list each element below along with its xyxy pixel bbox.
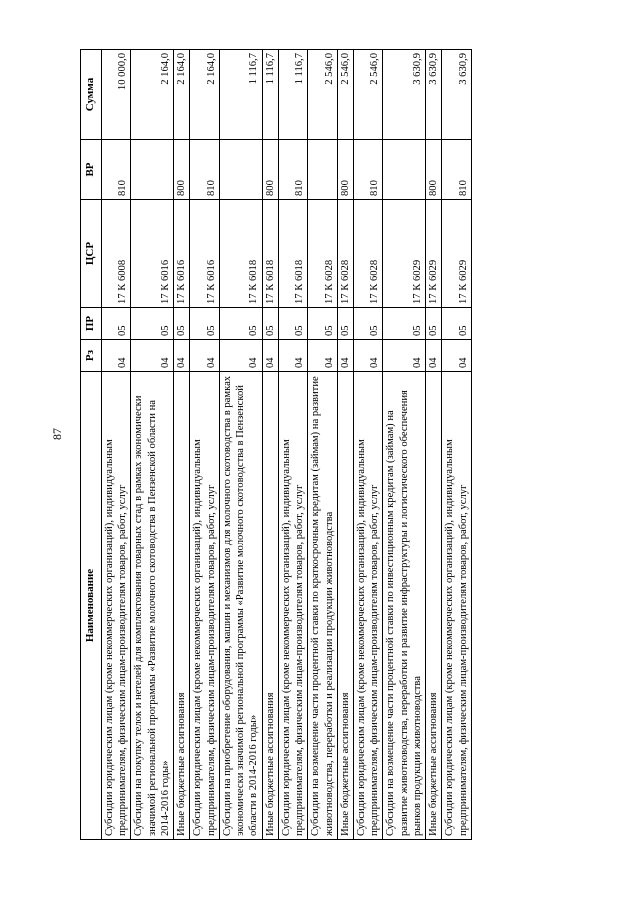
- header-csr: ЦСР: [81, 200, 102, 308]
- cell-vr: [308, 140, 337, 200]
- cell-rz: 04: [190, 340, 219, 372]
- table-row: [442, 50, 471, 840]
- cell-name: Субсидии на приобретение оборудования, машин и механизмов для молочного скотоводства в рамках экономически значимой региональной программы «Развитие молочного скотоводства в Пензенской области в 2014-2016 годы»: [219, 372, 262, 840]
- cell-csr: 17 К 6018: [262, 200, 278, 308]
- cell-sum: 1 116,7: [262, 50, 278, 140]
- header-sum: Сумма: [81, 50, 102, 140]
- cell-csr: 17 К 6028: [337, 200, 353, 308]
- cell-sum: 1 116,7: [219, 50, 262, 140]
- cell-name: Субсидии юридическим лицам (кроме некоммерческих организаций), индивидуальным предпринимателям, физическим лицам-производителям товаров, работ, услуг: [102, 372, 131, 840]
- cell-pr: 05: [426, 308, 442, 340]
- table-row: [426, 50, 442, 840]
- table-row: [278, 50, 307, 840]
- cell-sum: 2 546,0: [308, 50, 337, 140]
- cell-csr: 17 К 6028: [308, 200, 337, 308]
- table-row: [262, 50, 278, 840]
- table-row: [337, 50, 353, 840]
- cell-rz: 04: [337, 340, 353, 372]
- cell-sum: 2 546,0: [353, 50, 382, 140]
- header-pr: ПР: [81, 308, 102, 340]
- cell-pr: 05: [442, 308, 471, 340]
- cell-name: Субсидии на возмещение части процентной ставки по краткосрочным кредитам (займам) на развитие животноводства, переработки и реализации продукции животноводства: [308, 372, 337, 840]
- table-row: [131, 50, 174, 840]
- cell-csr: 17 К 6016: [174, 200, 190, 308]
- cell-rz: 04: [383, 340, 426, 372]
- cell-csr: 17 К 6029: [426, 200, 442, 308]
- cell-pr: 05: [174, 308, 190, 340]
- cell-sum: 2 164,0: [190, 50, 219, 140]
- cell-vr: 810: [353, 140, 382, 200]
- cell-csr: 17 К 6028: [353, 200, 382, 308]
- cell-vr: 800: [262, 140, 278, 200]
- table-row: [102, 50, 131, 840]
- cell-vr: 810: [442, 140, 471, 200]
- cell-sum: 2 164,0: [131, 50, 174, 140]
- cell-pr: 05: [383, 308, 426, 340]
- cell-rz: 04: [262, 340, 278, 372]
- cell-pr: 05: [278, 308, 307, 340]
- cell-name: Субсидии юридическим лицам (кроме некоммерческих организаций), индивидуальным предпринимателям, физическим лицам-производителям товаров, работ, услуг: [278, 372, 307, 840]
- table-row: [190, 50, 219, 840]
- cell-name: Иные бюджетные ассигнования: [174, 372, 190, 840]
- cell-name: Иные бюджетные ассигнования: [262, 372, 278, 840]
- header-vr: ВР: [81, 140, 102, 200]
- cell-name: Субсидии на возмещение части процентной ставки по инвестиционным кредитам (займам) на развитие животноводства, переработки и развитие инфраструктуры и логистического обеспечения рынков продукции животноводства: [383, 372, 426, 840]
- table-row: [383, 50, 426, 840]
- cell-rz: 04: [353, 340, 382, 372]
- cell-pr: 05: [131, 308, 174, 340]
- cell-sum: 3 630,9: [426, 50, 442, 140]
- cell-rz: 04: [102, 340, 131, 372]
- cell-pr: 05: [353, 308, 382, 340]
- budget-table: [80, 49, 472, 840]
- cell-name: Субсидии юридическим лицам (кроме некоммерческих организаций), индивидуальным предпринимателям, физическим лицам-производителям товаров, работ, услуг: [190, 372, 219, 840]
- cell-csr: 17 К 6018: [219, 200, 262, 308]
- table-row: [174, 50, 190, 840]
- cell-rz: 04: [131, 340, 174, 372]
- cell-vr: 800: [174, 140, 190, 200]
- cell-rz: 04: [442, 340, 471, 372]
- cell-rz: 04: [174, 340, 190, 372]
- cell-name: Иные бюджетные ассигнования: [426, 372, 442, 840]
- table-row: [353, 50, 382, 840]
- cell-sum: 1 116,7: [278, 50, 307, 140]
- table-header-row: [81, 50, 102, 840]
- cell-pr: 05: [219, 308, 262, 340]
- header-rz: Рз: [81, 340, 102, 372]
- table-row: [308, 50, 337, 840]
- cell-rz: 04: [219, 340, 262, 372]
- cell-csr: 17 К 6029: [442, 200, 471, 308]
- cell-sum: 2 546,0: [337, 50, 353, 140]
- cell-vr: [383, 140, 426, 200]
- cell-rz: 04: [426, 340, 442, 372]
- cell-name: Субсидии юридическим лицам (кроме некоммерческих организаций), индивидуальным предпринимателям, физическим лицам-производителям товаров, работ, услуг: [442, 372, 471, 840]
- cell-csr: 17 К 6029: [383, 200, 426, 308]
- cell-csr: 17 К 6018: [278, 200, 307, 308]
- cell-pr: 05: [102, 308, 131, 340]
- cell-vr: [131, 140, 174, 200]
- cell-rz: 04: [278, 340, 307, 372]
- cell-sum: 3 630,9: [442, 50, 471, 140]
- cell-csr: 17 К 6016: [190, 200, 219, 308]
- cell-vr: [219, 140, 262, 200]
- cell-rz: 04: [308, 340, 337, 372]
- cell-vr: 810: [278, 140, 307, 200]
- cell-sum: 2 164,0: [174, 50, 190, 140]
- cell-csr: 17 К 6016: [131, 200, 174, 308]
- rotated-table-container: [80, 50, 590, 840]
- cell-vr: 800: [426, 140, 442, 200]
- table-row: [219, 50, 262, 840]
- cell-csr: 17 К 6008: [102, 200, 131, 308]
- cell-vr: 810: [102, 140, 131, 200]
- cell-name: Субсидии на покупку телок и нетелей для комплектования товарных стад в рамках экономически значимой региональной программы «Развитие молочного скотоводства в Пензенской области на 2014-2016 годы»: [131, 372, 174, 840]
- cell-vr: 810: [190, 140, 219, 200]
- cell-pr: 05: [190, 308, 219, 340]
- cell-vr: 800: [337, 140, 353, 200]
- header-name: Наименование: [81, 372, 102, 840]
- cell-sum: 3 630,9: [383, 50, 426, 140]
- cell-pr: 05: [308, 308, 337, 340]
- cell-name: Иные бюджетные ассигнования: [337, 372, 353, 840]
- cell-pr: 05: [337, 308, 353, 340]
- cell-name: Субсидии юридическим лицам (кроме некоммерческих организаций), индивидуальным предпринимателям, физическим лицам-производителям товаров, работ, услуг: [353, 372, 382, 840]
- cell-pr: 05: [262, 308, 278, 340]
- cell-sum: 10 000,0: [102, 50, 131, 140]
- page-number: 87: [50, 428, 64, 440]
